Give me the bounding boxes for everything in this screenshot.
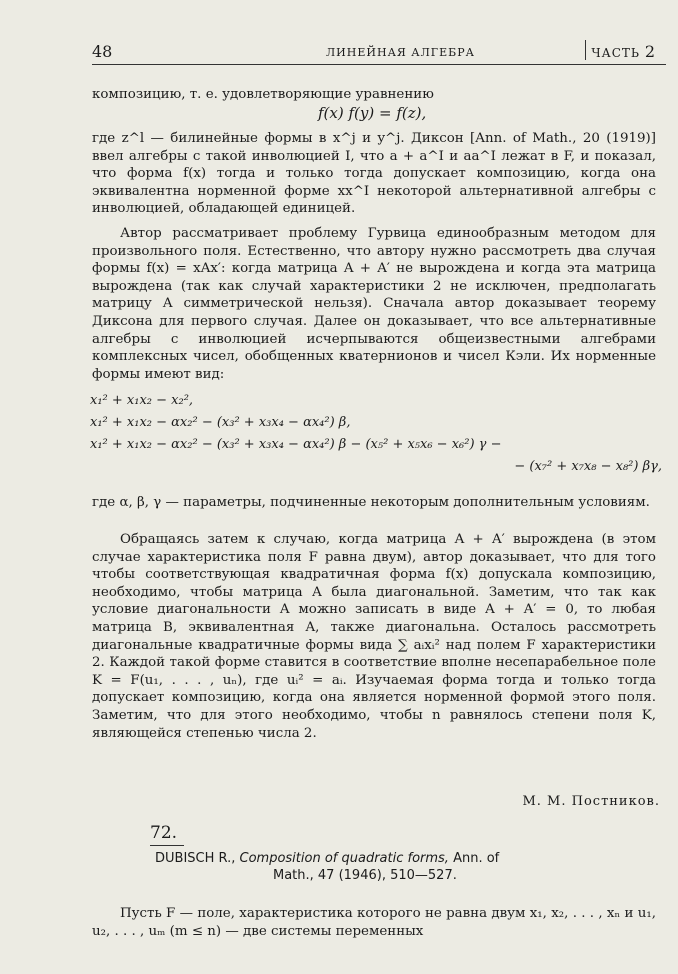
paragraph-1 [92,86,656,104]
page-number: 48 [92,42,113,61]
norm-forms [90,390,662,478]
paragraph-4 [92,494,656,512]
paragraph-3 [92,225,656,383]
para2: где z^l — билинейные формы в x^j и y^j. Диксон [Ann. of Math., 20 (1919)] ввел алгебры с такой инволюцией I, что a + a^I и aa^I лежат в F, и показал, что форма f(x) тогда и только тогда допускает композицию, когда она эквивалентна норменной форме xx^I некоторой альтернативной алгебры с инволюцией, обладающей единицей. [92,131,656,217]
part-label [591,42,656,61]
ref-author: DUBISCH R., [155,851,236,866]
header-title: ЛИНЕЙНАЯ АЛГЕБРА [326,46,475,59]
entry-number: 72. [150,823,184,846]
part-number: 2 [644,42,656,61]
ref-title: Composition of quadratic forms, [239,851,449,866]
para1: композицию, т. е. удовлетворяющие уравнению [92,87,434,102]
para3: Автор рассматривает проблему Гурвица единообразным методом для произвольного поля. Естественно, что автору нужно рассмотреть два случая формы f(x) = xAx′: когда матрица A + A′ не вырождена и когда эта матрица вырождена (так как случай характеристики 2 не исключен, предполагать матрицу A симметрической нельзя). Сначала автор доказывает теорему Диксона для первого случая. Далее он доказывает, что все альтернативные алгебры с инволюцией исчерпываются общеизвестными алгебрами комплексных чисел, обобщенных кватернионов и чисел Кэли. Их норменные формы имеют вид: [92,226,656,382]
para4: где α, β, γ — параметры, подчиненные некоторым дополнительным условиям. [92,495,650,510]
para6: Пусть F — поле, характеристика которого не равна двум x₁, x₂, . . . , xₙ и u₁, u₂, . . . , uₘ (m ≤ n) — две системы переменных [92,906,656,939]
paragraph-5 [92,531,656,742]
ref-source-1: Ann. of [453,851,500,866]
ref-source-2: Math., 47 (1946), 510—527. [273,868,457,883]
reference [155,850,499,884]
formula-2: x₁² + x₁x₂ − αx₂² − (x₃² + x₃x₄ − αx₄²) β, [90,415,351,430]
equation-1: f(x) f(y) = f(z), [318,104,427,122]
running-header [92,42,666,65]
paragraph-2 [92,130,656,218]
para5: Обращаясь затем к случаю, когда матрица A + A′ вырождена (в этом случае характеристика поля F равна двум), автор доказывает, что для того чтобы соответствующая квадратичная форма f(x) допускала композицию, необходимо, чтобы матрица A была диагональной. Заметим, что так как условие диагональности A можно записать в виде A + A′ = 0, то любая матрица B, эквивалентная A, также диагональна. Осталось рассмотреть диагональные квадратичные формы вида ∑ aᵢxᵢ² над полем F характеристики 2. Каждой такой форме ставится в соответствие вполне несепарабельное поле K = F(u₁, . . . , uₙ), где uᵢ² = aᵢ. Изучаемая форма тогда и только тогда допускает композицию, когда она является норменной формой этого поля. Заметим, что для этого необходимо, чтобы n равнялось степени поля K, являющейся степенью числа 2. [92,532,656,741]
part-word: ЧАСТЬ [591,46,640,60]
reviewer-signature: М. М. Постников. [522,794,660,809]
paragraph-6 [92,905,656,941]
formula-3-cont: − (x₇² + x₇x₈ − x₈²) βγ, [514,459,662,474]
formula-3: x₁² + x₁x₂ − αx₂² − (x₃² + x₃x₄ − αx₄²) β − (x₅² + x₅x₆ − x₆²) γ − [90,437,502,452]
formula-1: x₁² + x₁x₂ − x₂², [90,393,194,408]
